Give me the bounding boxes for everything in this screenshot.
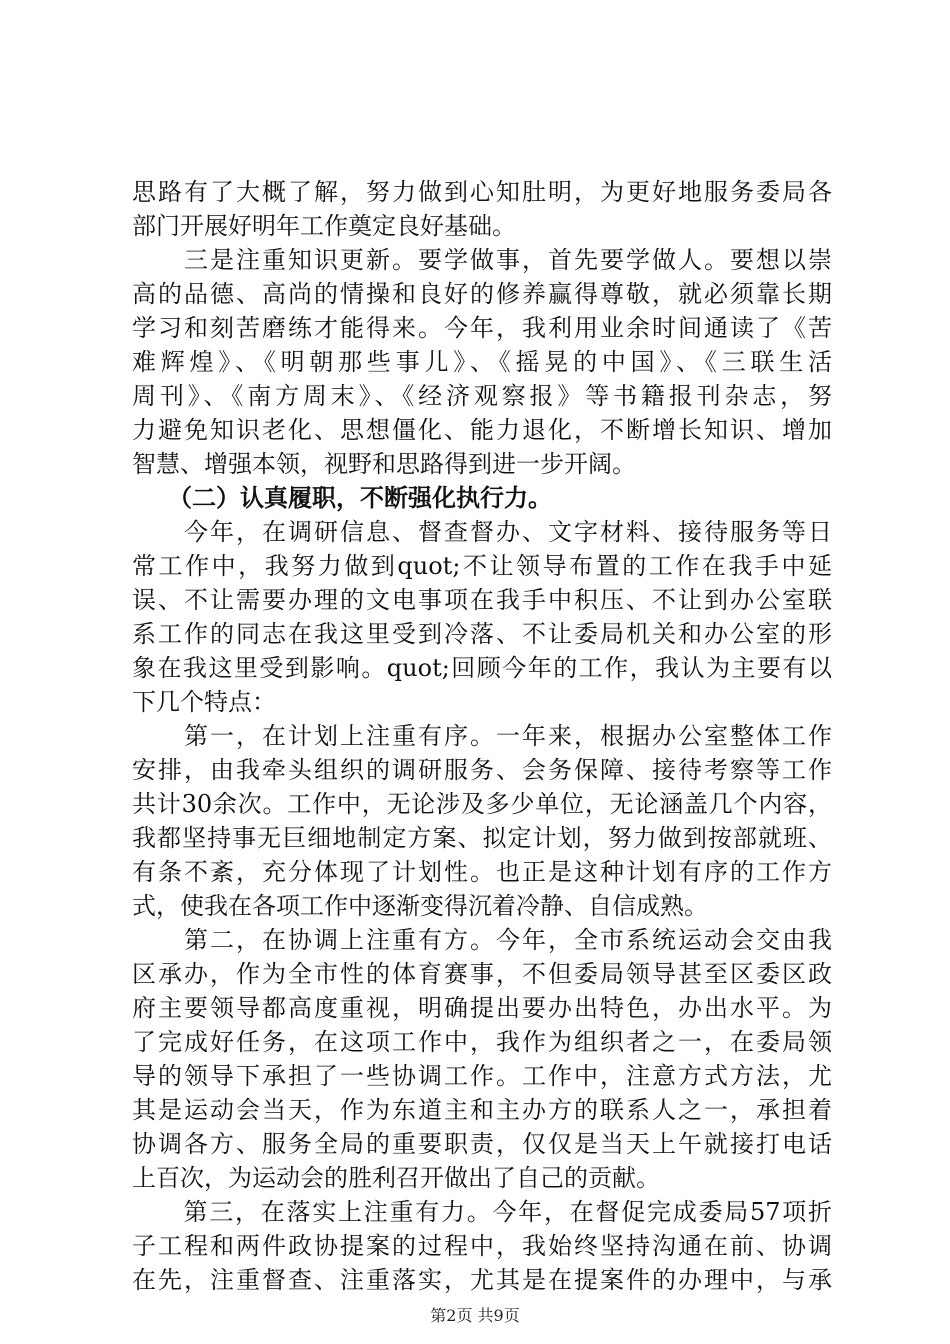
text-line: 府主要领导都高度重视，明确提出要办出特色，办出水平。为 bbox=[132, 994, 832, 1022]
text-line: 智慧、增强本领，视野和思路得到进一步开阔。 bbox=[132, 450, 636, 478]
text-line: 高的品德、高尚的情操和良好的修养赢得尊敬，就必须靠长期 bbox=[132, 280, 832, 308]
text-line: 学习和刻苦磨练才能得来。今年，我利用业余时间通读了《苦 bbox=[132, 314, 832, 342]
text-line: 我都坚持事无巨细地制定方案、拟定计划，努力做到按部就班、 bbox=[132, 824, 832, 852]
text-line: 第一，在计划上注重有序。一年来，根据办公室整体工作 bbox=[132, 722, 832, 750]
text-line: 第二，在协调上注重有方。今年，全市系统运动会交由我 bbox=[132, 926, 832, 954]
section-heading: （二）认真履职，不断强化执行力。 bbox=[132, 484, 552, 512]
text-line: 了完成好任务，在这项工作中，我作为组织者之一，在委局领 bbox=[132, 1028, 832, 1056]
text-line: 三是注重知识更新。要学做事，首先要学做人。要想以崇 bbox=[132, 246, 832, 274]
text-line: 导的领导下承担了一些协调工作。工作中，注意方式方法，尤 bbox=[132, 1062, 832, 1090]
text-line: 系工作的同志在我这里受到冷落、不让委局机关和办公室的形 bbox=[132, 620, 832, 648]
text-line: 子工程和两件政协提案的过程中，我始终坚持沟通在前、协调 bbox=[132, 1232, 832, 1260]
text-line: 上百次，为运动会的胜利召开做出了自己的贡献。 bbox=[132, 1164, 660, 1192]
text-line: 今年，在调研信息、督查督办、文字材料、接待服务等日 bbox=[132, 518, 832, 546]
text-line: 有条不紊，充分体现了计划性。也正是这种计划有序的工作方 bbox=[132, 858, 832, 886]
text-line: 区承办，作为全市性的体育赛事，不但委局领导甚至区委区政 bbox=[132, 960, 832, 988]
text-line: 协调各方、服务全局的重要职责，仅仅是当天上午就接打电话 bbox=[132, 1130, 832, 1158]
text-line: 常工作中，我努力做到quot;不让领导布置的工作在我手中延 bbox=[132, 552, 832, 580]
text-line: 下几个特点： bbox=[132, 688, 276, 716]
text-line: 力避免知识老化、思想僵化、能力退化，不断增长知识、增加 bbox=[132, 416, 832, 444]
text-line: 周刊》、《南方周末》、《经济观察报》等书籍报刊杂志，努 bbox=[132, 382, 832, 410]
text-line: 思路有了大概了解，努力做到心知肚明，为更好地服务委局各 bbox=[132, 178, 832, 206]
text-line: 安排，由我牵头组织的调研服务、会务保障、接待考察等工作 bbox=[132, 756, 832, 784]
text-line: 误、不让需要办理的文电事项在我手中积压、不让到办公室联 bbox=[132, 586, 832, 614]
text-line: 第三，在落实上注重有力。今年，在督促完成委局57项折 bbox=[132, 1198, 832, 1226]
text-line: 在先，注重督查、注重落实，尤其是在提案件的办理中，与承 bbox=[132, 1266, 832, 1294]
text-line: 象在我这里受到影响。quot;回顾今年的工作，我认为主要有以 bbox=[132, 654, 832, 682]
text-line: 其是运动会当天，作为东道主和主办方的联系人之一，承担着 bbox=[132, 1096, 832, 1124]
text-line: 式，使我在各项工作中逐渐变得沉着冷静、自信成熟。 bbox=[132, 892, 708, 920]
text-line: 共计30余次。工作中，无论涉及多少单位，无论涵盖几个内容， bbox=[132, 790, 832, 818]
page-number-footer: 第2页 共9页 bbox=[430, 1306, 520, 1325]
text-line: 难辉煌》、《明朝那些事儿》、《摇晃的中国》、《三联生活 bbox=[132, 348, 832, 376]
text-line: 部门开展好明年工作奠定良好基础。 bbox=[132, 212, 516, 240]
